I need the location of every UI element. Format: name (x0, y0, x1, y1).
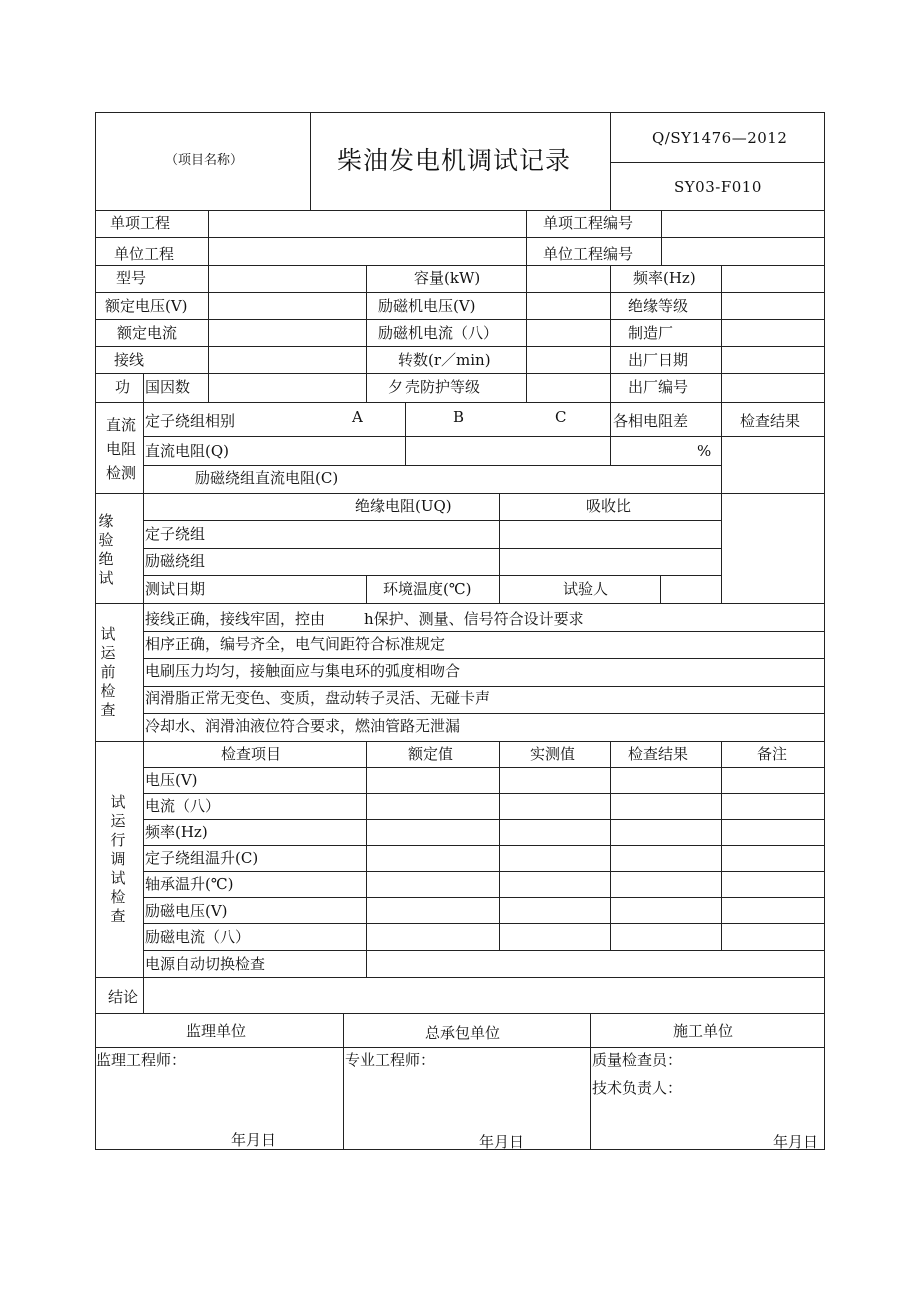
col-remarks: 备注 (757, 745, 788, 763)
page-title: 柴油发电机调试记录 (337, 146, 572, 175)
row-line (143, 686, 825, 687)
absorption-ratio-label: 吸收比 (586, 497, 632, 515)
pre-run-item-1b: h保护、测量、信号符合设计要求 (364, 610, 584, 628)
phase-diff-label: 各相电阻差 (613, 412, 689, 430)
factory-date-label: 出厂日期 (628, 351, 689, 369)
col-line (499, 493, 500, 603)
row-line (143, 713, 825, 714)
supervision-unit-label: 监理单位 (186, 1022, 247, 1040)
power-factor-label: 国因数 (145, 378, 191, 396)
col-line (208, 265, 209, 373)
row-line (95, 493, 825, 494)
col-line (366, 575, 367, 603)
table-row-frequency: 频率(Hz) (145, 823, 208, 841)
pre-run-item-3: 电刷压力均匀，接触面应与集电环的弧度相吻合 (145, 662, 461, 680)
row-line (95, 346, 825, 347)
insulation-class-label: 绝缘等级 (628, 297, 689, 315)
professional-engineer-label: 专业工程师： (345, 1051, 436, 1069)
col-check-item: 检查项目 (221, 745, 282, 763)
row-line (143, 548, 722, 549)
wiring-label: 接线 (114, 351, 145, 369)
row-line (143, 871, 825, 872)
col-line (526, 210, 527, 265)
row-line (143, 465, 722, 466)
manufacturer-label: 制造厂 (628, 324, 674, 342)
header-bottom (95, 210, 825, 211)
header-divider-3 (610, 162, 824, 163)
unit-item-project-no-label: 单项工程编号 (543, 214, 634, 232)
pre-run-item-1a: 接线正确，接线牢固，控由 (145, 610, 326, 628)
col-line (661, 210, 662, 265)
supervision-engineer-label: 监理工程师： (96, 1051, 187, 1069)
phase-label: 定子绕组相别 (145, 412, 236, 430)
dc-result-label: 检查结果 (740, 412, 801, 430)
table-row-voltage: 电压(V) (145, 771, 198, 789)
excitation-winding-label: 励磁绕组 (145, 552, 206, 570)
col-line (366, 741, 367, 977)
col-line (721, 493, 722, 603)
col-line (610, 741, 611, 950)
row-line (95, 977, 825, 978)
quality-inspector-label: 质量检查员： (592, 1051, 683, 1069)
row-line (95, 237, 825, 238)
rated-voltage-label: 额定电压(V) (105, 297, 188, 315)
header-divider-1 (310, 112, 311, 210)
row-line (143, 845, 825, 846)
technical-lead-label: 技术负责人： (592, 1079, 683, 1097)
col-line (143, 603, 144, 741)
table-row-auto-switch: 电源自动切换检查 (145, 955, 266, 973)
table-row-current: 电流（八） (145, 797, 221, 815)
col-line (143, 741, 144, 977)
col-line (721, 265, 722, 402)
col-measured-value: 实测值 (530, 745, 576, 763)
conclusion-label: 结论 (108, 988, 139, 1006)
date-label-contractor: 年月日 (479, 1133, 525, 1151)
col-line (526, 265, 527, 402)
col-line (143, 402, 144, 493)
col-line (343, 1013, 344, 1149)
col-line (610, 402, 611, 465)
col-line (143, 373, 144, 402)
pre-run-section-label: 试运前检查 (100, 625, 116, 719)
exciter-current-label: 励磁机电流（八） (378, 324, 499, 342)
row-line (95, 292, 825, 293)
general-contractor-label: 总承包单位 (425, 1024, 501, 1042)
ambient-temp-label: 环境温度(℃) (383, 580, 472, 598)
rated-current-label: 额定电流 (117, 324, 178, 342)
row-line (143, 793, 825, 794)
row-line (143, 897, 825, 898)
col-line (143, 977, 144, 1013)
col-line (610, 265, 611, 402)
power-prefix: 功 (115, 378, 131, 396)
frame-bottom (95, 1149, 825, 1150)
enclosure-label: 壳防护等级 (405, 378, 481, 396)
excitation-dc-label: 励磁绕组直流电阻(C) (195, 469, 339, 487)
phase-c: C (555, 408, 567, 426)
row-line (143, 950, 825, 951)
col-line (143, 493, 144, 603)
date-label-supervision: 年月日 (231, 1131, 277, 1149)
frame-left (95, 112, 96, 1150)
row-line (143, 767, 825, 768)
row-line (143, 520, 722, 521)
col-line (208, 210, 209, 265)
col-line (721, 741, 722, 950)
tester-label: 试验人 (563, 580, 609, 598)
row-line (143, 658, 825, 659)
row-line (95, 373, 825, 374)
insulation-resistance-label: 绝缘电阻(UQ) (355, 497, 452, 515)
standard-code: Q/SY1476—2012 (652, 129, 788, 147)
stator-winding-label: 定子绕组 (145, 525, 206, 543)
enclosure-prefix: 夕 (388, 378, 404, 396)
form-code: SY03-F010 (674, 178, 762, 196)
header-divider-2 (610, 112, 611, 210)
speed-label: 转数(r／min) (398, 351, 491, 369)
row-line (95, 402, 825, 403)
project-name: （项目名称） (165, 153, 244, 168)
pre-run-item-5: 冷却水、润滑油液位符合要求，燃油管路无泄漏 (145, 717, 461, 735)
date-label-construction: 年月日 (773, 1133, 819, 1151)
row-line (143, 819, 825, 820)
row-line (95, 319, 825, 320)
test-date-label: 测试日期 (145, 580, 206, 598)
unit-item-project-label: 单项工程 (110, 214, 171, 232)
frequency-label: 频率(Hz) (633, 269, 696, 287)
table-row-stator-temp-rise: 定子绕组温升(C) (145, 849, 259, 867)
phase-a: A (352, 408, 363, 426)
col-line (721, 402, 722, 493)
frame-top (95, 112, 825, 113)
exciter-voltage-label: 励磁机电压(V) (378, 297, 476, 315)
insulation-section-label: 缘验绝试 (98, 512, 114, 587)
row-line (143, 436, 825, 437)
unit-project-label: 单位工程 (114, 245, 175, 263)
row-line (95, 603, 825, 604)
row-line (95, 741, 825, 742)
table-row-excitation-current: 励磁电流（八） (145, 928, 251, 946)
table-row-excitation-voltage: 励磁电压(V) (145, 902, 228, 920)
row-line (143, 631, 825, 632)
capacity-label: 容量(kW) (414, 269, 481, 287)
col-check-result: 检查结果 (628, 745, 689, 763)
row-line (143, 923, 825, 924)
construction-unit-label: 施工单位 (673, 1022, 734, 1040)
row-line (95, 1013, 825, 1014)
row-line (95, 1047, 825, 1048)
col-line (660, 575, 661, 603)
phase-b: B (453, 408, 465, 426)
unit-project-no-label: 单位工程编号 (543, 245, 634, 263)
col-line (499, 741, 500, 950)
row-line (95, 265, 825, 266)
run-check-section-label: 试运行调试检查 (110, 793, 126, 925)
table-row-bearing-temp-rise: 轴承温升(℃) (145, 875, 234, 893)
col-line (590, 1013, 591, 1149)
pre-run-item-2: 相序正确，编号齐全，电气间距符合标准规定 (145, 635, 446, 653)
col-rated-value: 额定值 (408, 745, 454, 763)
percent-sign: % (697, 442, 712, 460)
dc-resistance-section-label: 直流电阻检测 (105, 416, 136, 482)
pre-run-item-4: 润滑脂正常无变色、变质，盘动转子灵活、无碰卡声 (145, 689, 491, 707)
row-line (143, 575, 722, 576)
col-line (366, 265, 367, 402)
col-line (405, 402, 406, 465)
dc-value-label: 直流电阻(Q) (145, 442, 230, 460)
col-line (208, 373, 209, 402)
factory-no-label: 出厂编号 (628, 378, 689, 396)
model-label: 型号 (116, 269, 147, 287)
